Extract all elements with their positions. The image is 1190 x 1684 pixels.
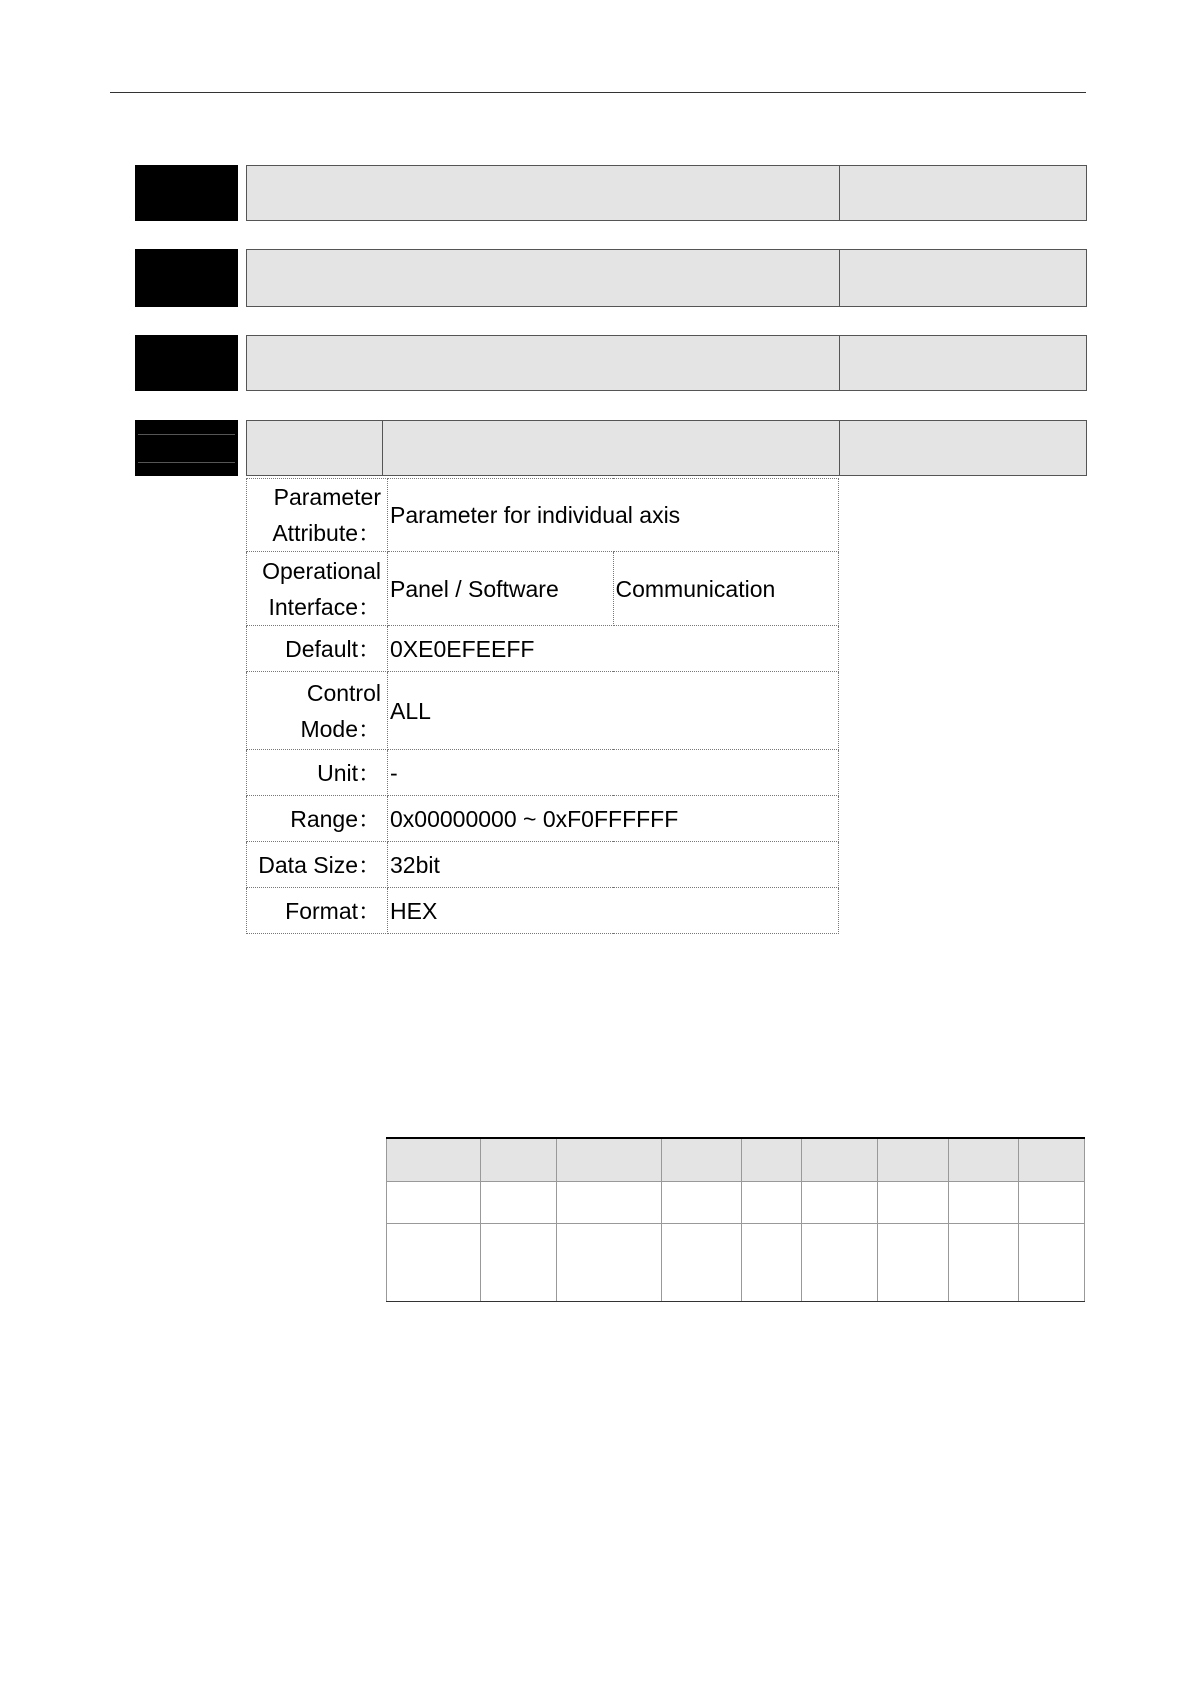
param-name-box-1 <box>246 165 840 221</box>
table-row <box>247 552 839 626</box>
param-attribute-label: Parameter Attribute： <box>247 479 388 552</box>
table-cell <box>387 1224 481 1302</box>
param-address-box-2 <box>839 249 1087 307</box>
table-cell <box>481 1224 557 1302</box>
data-size-value: 32bit <box>388 842 839 888</box>
table-row <box>247 888 839 934</box>
table-cell <box>878 1224 949 1302</box>
table-row <box>247 842 839 888</box>
table-cell <box>949 1224 1019 1302</box>
table-cell <box>742 1138 802 1182</box>
table-cell <box>662 1138 742 1182</box>
table-cell <box>557 1224 662 1302</box>
table-row <box>247 796 839 842</box>
table-row <box>247 479 839 552</box>
table-cell <box>1019 1182 1085 1224</box>
unit-value: - <box>388 750 839 796</box>
range-value: 0x00000000 ~ 0xF0FFFFFF <box>388 796 839 842</box>
code-box-stripe <box>138 462 235 463</box>
param-name-box-2 <box>246 249 840 307</box>
param-address-box-3 <box>839 335 1087 391</box>
param-address-box-1 <box>839 165 1087 221</box>
param-name-box-4 <box>382 420 840 476</box>
table-cell <box>802 1224 878 1302</box>
bit-definition-table <box>386 1137 1085 1302</box>
table-cell <box>878 1182 949 1224</box>
table-row <box>247 672 839 750</box>
table-cell <box>387 1182 481 1224</box>
table-row <box>387 1224 1085 1302</box>
data-size-label: Data Size： <box>247 842 388 888</box>
operational-interface-label: Operational Interface： <box>247 552 388 626</box>
table-cell <box>662 1224 742 1302</box>
control-mode-label: Control Mode： <box>247 672 388 750</box>
range-label: Range： <box>247 796 388 842</box>
param-name-box-3 <box>246 335 840 391</box>
control-mode-value: ALL <box>388 672 839 750</box>
default-value: 0XE0EFEEFF <box>388 626 839 672</box>
param-code-box-3 <box>135 335 238 391</box>
table-cell <box>1019 1224 1085 1302</box>
format-label: Format： <box>247 888 388 934</box>
table-cell <box>662 1182 742 1224</box>
table-cell <box>481 1138 557 1182</box>
table-cell <box>949 1182 1019 1224</box>
format-value: HEX <box>388 888 839 934</box>
param-code-box-2 <box>135 249 238 307</box>
param-address-box-4 <box>839 420 1087 476</box>
table-row <box>247 750 839 796</box>
param-attribute-value: Parameter for individual axis <box>388 479 839 552</box>
table-cell <box>1019 1138 1085 1182</box>
table-cell <box>481 1182 557 1224</box>
table-row <box>387 1182 1085 1224</box>
table-cell <box>878 1138 949 1182</box>
table-cell <box>557 1138 662 1182</box>
page-header-rule <box>110 92 1086 93</box>
table-cell <box>742 1182 802 1224</box>
table-row <box>387 1138 1085 1182</box>
unit-label: Unit： <box>247 750 388 796</box>
param-code-box-4 <box>135 420 238 476</box>
table-cell <box>742 1224 802 1302</box>
table-cell <box>387 1138 481 1182</box>
parameter-attribute-table <box>246 478 839 934</box>
operational-interface-panel: Panel / Software <box>388 552 614 626</box>
code-box-stripe <box>138 434 235 435</box>
table-cell <box>949 1138 1019 1182</box>
table-row <box>247 626 839 672</box>
param-code-box-1 <box>135 165 238 221</box>
operational-interface-communication: Communication <box>613 552 839 626</box>
table-cell <box>557 1182 662 1224</box>
param-attr-header-box <box>246 420 383 476</box>
default-label: Default： <box>247 626 388 672</box>
table-cell <box>802 1138 878 1182</box>
table-cell <box>802 1182 878 1224</box>
